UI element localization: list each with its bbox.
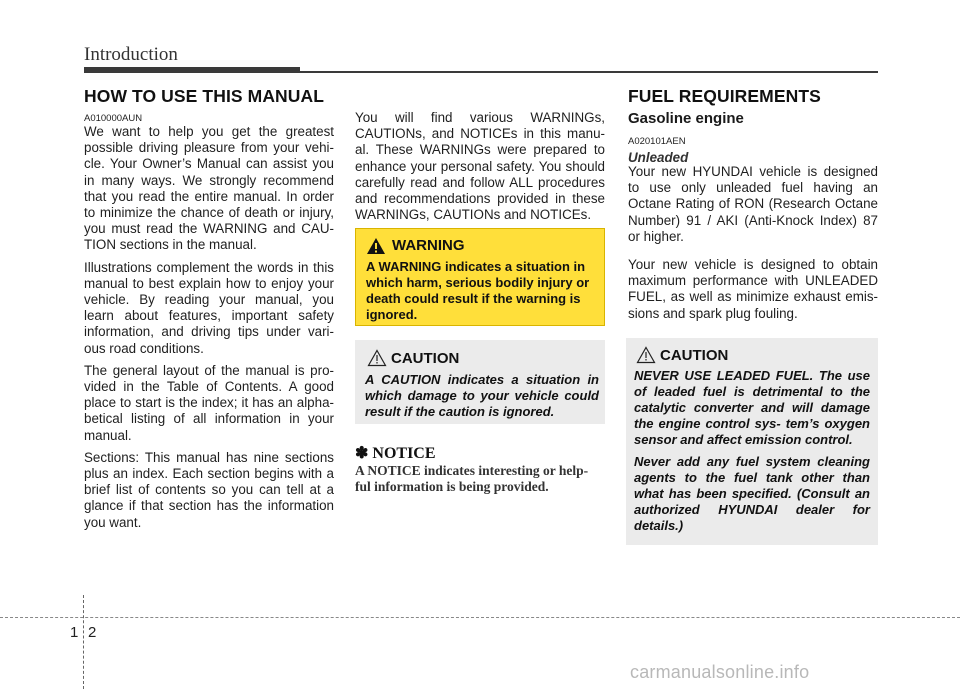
header-rule-thin [300,71,878,73]
paragraph: The general layout of the manual is pro- vided in the Table of Contents. A good place to start is the index; it has an alpha- betical listing of all information in your manual. [84,362,334,443]
fuel-caution-text [634,368,870,534]
warning-title: WARNING [392,237,465,254]
caution-triangle-icon [367,349,387,372]
notice-text: A NOTICE indicates interesting or help- ful information is being provided. [355,463,589,494]
section-heading-how-to-use: HOW TO USE THIS MANUAL [84,86,325,106]
paragraph: Your new HYUNDAI vehicle is designed to use only unleaded fuel having an Octane Rating of RON (Research Octane Number) 91 / AKI (Anti-Knock Index) 87 or higher. [628,164,878,244]
fuel-body [628,164,878,328]
notice-star-icon: ✽ [355,445,369,462]
subheading-gasoline: Gasoline engine [628,110,744,127]
reference-code: A010000AUN [84,113,143,124]
paragraph: Never add any fuel system cleaning agents to the fuel tank other than what has been specified. (Consult an authorized HYUNDAI dealer for details.) [634,454,870,533]
footer-divider [83,595,84,689]
footer-rule [0,617,960,618]
warning-text: A WARNING indicates a situation in which harm, serious bodily injury or death could result if the warning is ignored. [366,259,590,322]
caution-box [355,340,605,424]
notice-title: NOTICE [372,445,436,462]
caution-title: CAUTION [660,347,729,364]
paragraph: NEVER USE LEADED FUEL. The use of leaded fuel is detrimental to the catalytic converter and will damage the engine control sys- tem’s oxygen sensor and affect emission control. [634,368,870,447]
reference-code: A020101AEN [628,136,686,147]
label-unleaded: Unleaded [628,150,689,165]
page-number: 2 [88,624,97,641]
section-number: 1 [70,624,79,641]
warning-triangle-icon [366,237,386,260]
notice-heading [355,443,436,463]
paragraph: Sections: This manual has nine sections plus an index. Each section begins with a brief list of contents so you can tell at a glance if that section has the information you want. [84,449,334,530]
notices-intro: You will find various WARNINGs, CAUTIONs, and NOTICEs in this manu- al. These WARNINGs were prepared to enhance your personal safety. You should carefully read and follow ALL procedures and recommendations provided in these WARNINGs, CAUTIONs and NOTICEs. [355,110,605,223]
fuel-caution-box [626,338,878,545]
paragraph: Illustrations complement the words in this manual to best explain how to enjoy your vehicle. By reading your manual, you learn about features, important safety information, and driving tips under vari- ous road conditions. [84,259,334,356]
caution-triangle-icon [636,346,656,369]
paragraph: We want to help you get the greatest possible driving pleasure from your vehi- cle. Your Owner’s Manual can assist you in many ways. We strongly recommend that you read the entire manual. In order to minimize the chance of death or injury, you must read the WARNING and CAU- TION sections in the manual. [84,124,334,253]
caution-text: A CAUTION indicates a situation in which damage to your vehicle could result if the caution is ignored. [365,372,599,419]
page-header-title: Introduction [84,44,178,65]
watermark: carmanualsonline.info [630,662,810,682]
caution-title: CAUTION [391,350,460,367]
header-rule-thick [84,67,300,73]
paragraph: Your new vehicle is designed to obtain maximum performance with UNLEADED FUEL, as well as minimize exhaust emis- sions and spark plug fouling. [628,257,878,321]
how-to-use-body [84,124,334,537]
warning-box [355,228,605,326]
section-heading-fuel: FUEL REQUIREMENTS [628,86,821,106]
